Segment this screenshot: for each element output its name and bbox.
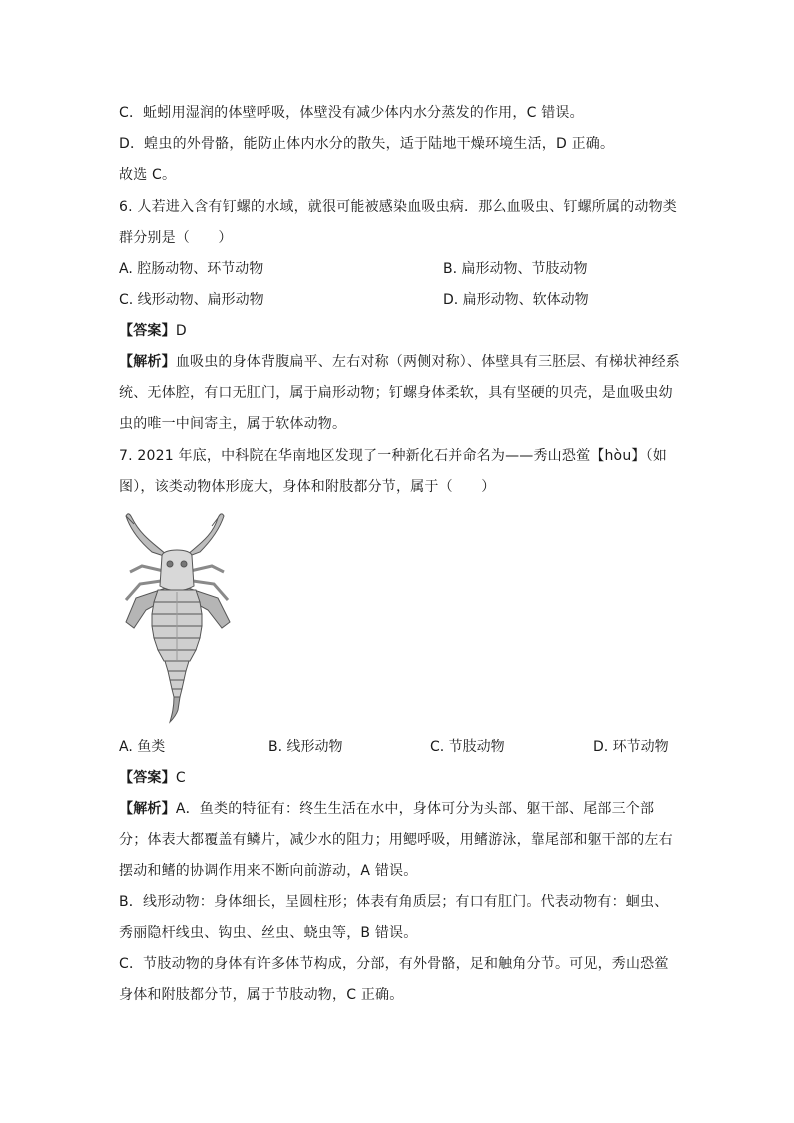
q6-analysis-line: 统、无体腔，有口无肛门，属于扁形动物；钉螺身体柔软，具有坚硬的贝壳，是血吸虫幼 bbox=[119, 385, 673, 401]
q7-option-a: A. 鱼类 bbox=[119, 739, 166, 755]
question-7-stem-cont: 图），该类动物体形庞大，身体和附肢都分节，属于（ ） bbox=[119, 479, 496, 495]
q6-option-c: C. 线形动物、扁形动物 bbox=[119, 292, 264, 308]
answer-label: 【答案】 bbox=[119, 323, 176, 339]
question-6-stem: 6. 人若进入含有钉螺的水域，就很可能被感染血吸虫病．那么血吸虫、钉螺所属的动物类 bbox=[119, 199, 678, 215]
q7-option-c: C. 节肢动物 bbox=[430, 739, 505, 755]
q7-analysis-line: B．线形动物：身体细长，呈圆柱形；体表有角质层；有口有肛门。代表动物有：蛔虫、 bbox=[119, 894, 669, 910]
q6-analysis-line: 虫的唯一中间寄主，属于软体动物。 bbox=[119, 416, 347, 432]
q6-option-b: B. 扁形动物、节肢动物 bbox=[443, 261, 588, 277]
q7-option-d: D. 环节动物 bbox=[593, 739, 669, 755]
q7-analysis-line: 秀丽隐杆线虫、钩虫、丝虫、蛲虫等，B 错误。 bbox=[119, 925, 418, 941]
analysis-label: 【解析】 bbox=[119, 801, 176, 817]
text-line: 故选 C。 bbox=[119, 167, 177, 183]
q7-analysis-line: 分；体表大都覆盖有鳞片，减少水的阻力；用鳃呼吸，用鳍游泳，靠尾部和躯干部的左右 bbox=[119, 832, 673, 848]
answer-value: D bbox=[175, 323, 187, 339]
q7-answer bbox=[119, 768, 186, 788]
q6-answer bbox=[119, 321, 187, 341]
q6-option-a: A. 腔肠动物、环节动物 bbox=[119, 261, 264, 277]
q7-option-b: B. 线形动物 bbox=[268, 739, 343, 755]
analysis-text: A．鱼类的特征有：终生生活在水中，身体可分为头部、躯干部、尾部三个部 bbox=[175, 801, 655, 817]
text-line: D．蝗虫的外骨骼，能防止体内水分的散失，适于陆地干燥环境生活，D 正确。 bbox=[119, 136, 615, 152]
q7-analysis-line: 身体和附肢都分节，属于节肢动物，C 正确。 bbox=[119, 987, 404, 1003]
answer-value: C bbox=[175, 770, 186, 786]
answer-label: 【答案】 bbox=[119, 770, 176, 786]
eurypterid-fossil-illustration bbox=[112, 510, 242, 725]
analysis-text: 血吸虫的身体背腹扁平、左右对称（两侧对称）、体壁具有三胚层、有梯状神经系 bbox=[175, 354, 681, 370]
analysis-label: 【解析】 bbox=[119, 354, 176, 370]
q7-analysis-line: C．节肢动物的身体有许多体节构成，分部，有外骨骼，足和触角分节。可见，秀山恐鲎 bbox=[119, 956, 669, 972]
text-line: C．蚯蚓用湿润的体壁呼吸，体壁没有减少体内水分蒸发的作用，C 错误。 bbox=[119, 105, 584, 121]
q7-analysis-line: 摆动和鳍的协调作用来不断向前游动，A 错误。 bbox=[119, 863, 418, 879]
q6-analysis-line bbox=[119, 352, 680, 372]
question-6-stem-cont: 群分别是（ ） bbox=[119, 230, 233, 246]
question-7-stem: 7. 2021 年底，中科院在华南地区发现了一种新化石并命名为——秀山恐鲎【hòu】（如 bbox=[119, 448, 667, 464]
q7-analysis-line bbox=[119, 799, 654, 819]
q6-option-d: D. 扁形动物、软体动物 bbox=[443, 292, 589, 308]
